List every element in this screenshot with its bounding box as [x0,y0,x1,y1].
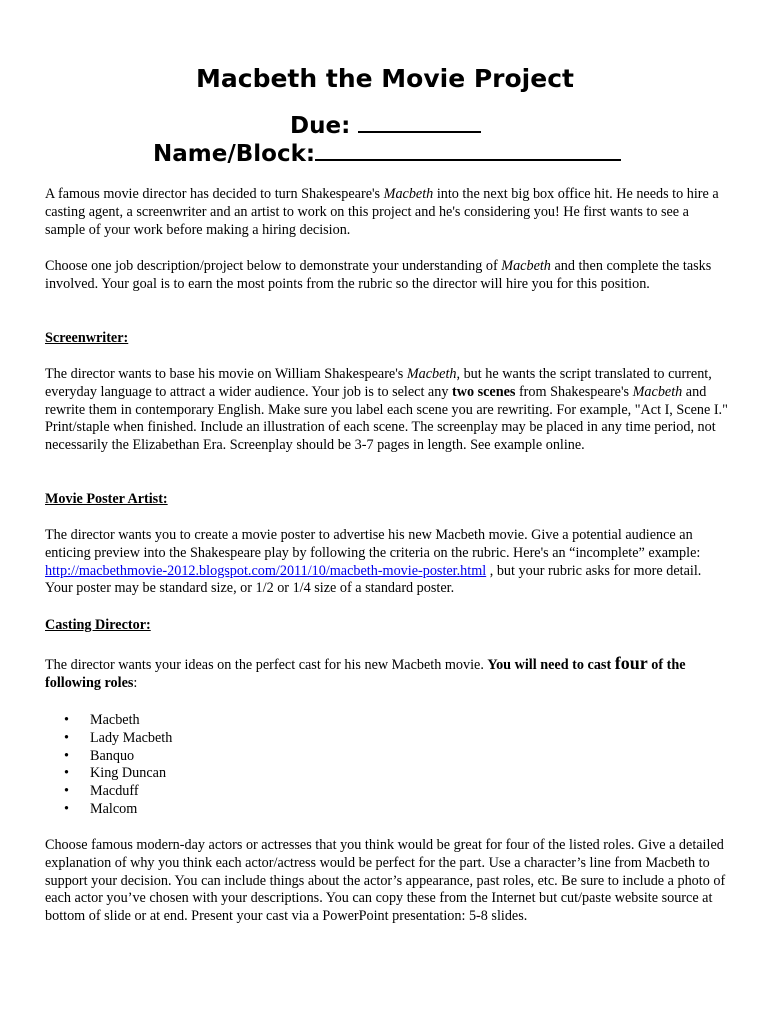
casting-heading: Casting Director: [45,617,151,633]
screenwriter-heading: Screenwriter: [45,330,129,346]
poster-heading: Movie Poster Artist: [45,491,168,507]
list-item: • Lady Macbeth [64,729,173,746]
poster-example-link[interactable]: http://macbethmovie-2012.blogspot.com/2011/10/macbeth-movie-poster.html [45,562,487,579]
list-item: • Macbeth [64,712,140,728]
bullet-icon: • [64,800,69,817]
roles-list [45,712,172,819]
list-item: • King Duncan [64,765,167,782]
due-label: Due: [290,113,359,139]
bullet-icon: • [64,712,69,728]
due-line [290,112,481,139]
casting-closing-paragraph: Choose famous modern-day actors or actresses that you think would be great for four of the listed roles. Give a detailed explanation of why you think each actor/actress would be perfect for the part. Use a character’s line from Macbeth to support your decision. You can include things about the actor’s appearance, past roles, etc. Be sure to include a photo of each actor you’ve chosen with your descriptions. You can copy these from the Internet but cut/paste website source at bottom of slide or at end. Present your cast via a PowerPoint presentation: 5-8 slides. [45,837,726,925]
casting-paragraph: The director wants your ideas on the perfect cast for his new Macbeth movie. You will need to cast four of the following roles: [45,653,686,691]
poster-paragraph: The director wants you to create a movie poster to advertise his new Macbeth movie. Give a potential audience an enticing preview into the Shakespeare play by following the criteria on the rubric. Here's an “incomplete” example: http://macbethmovie-2012.blogspot.com/2011/10/macbeth-movie-poster.html , but your rubric asks for more detail. Your poster may be standard size, or 1/2 or 1/4 size of a standard poster. [45,527,702,597]
bullet-icon: • [64,729,69,746]
bullet-icon: • [64,747,69,764]
due-blank [358,112,481,133]
list-item: • Banquo [64,747,135,764]
screenwriter-paragraph: The director wants to base his movie on William Shakespeare's Macbeth, but he wants the script translated to current, everyday language to attract a wider audience. Your job is to select any two scenes from Shakespeare's Macbeth and rewrite them in contemporary English. Make sure you label each scene you are rewriting. For example, "Act I, Scene I." Print/staple when finished. Include an illustration of each scene. The screenplay may be placed in any time period, not necessarily the Elizabethan Era. Screenplay should be 3-7 pages in length. See example online. [45,366,728,454]
name-block-label: Name/Block: [153,141,316,167]
bullet-icon: • [64,783,69,800]
four-emphasis: four [614,653,648,673]
name-block-line [153,140,621,167]
name-block-blank [315,140,621,161]
page-title: Macbeth the Movie Project [196,64,574,93]
bullet-icon: • [64,765,69,782]
list-item: • Macduff [64,783,139,800]
intro-paragraph-2: Choose one job description/project below to demonstrate your understanding of Macbeth and then complete the tasks involved. Your goal is to earn the most points from the rubric so the director will hire you for this position. [45,258,712,292]
intro-paragraph-1: A famous movie director has decided to turn Shakespeare's Macbeth into the next big box office hit. He needs to hire a casting agent, a screenwriter and an artist to work on this project and he's considering you! He first wants to see a sample of your work before making a hiring decision. [45,186,719,238]
list-item: • Malcom [64,800,138,817]
